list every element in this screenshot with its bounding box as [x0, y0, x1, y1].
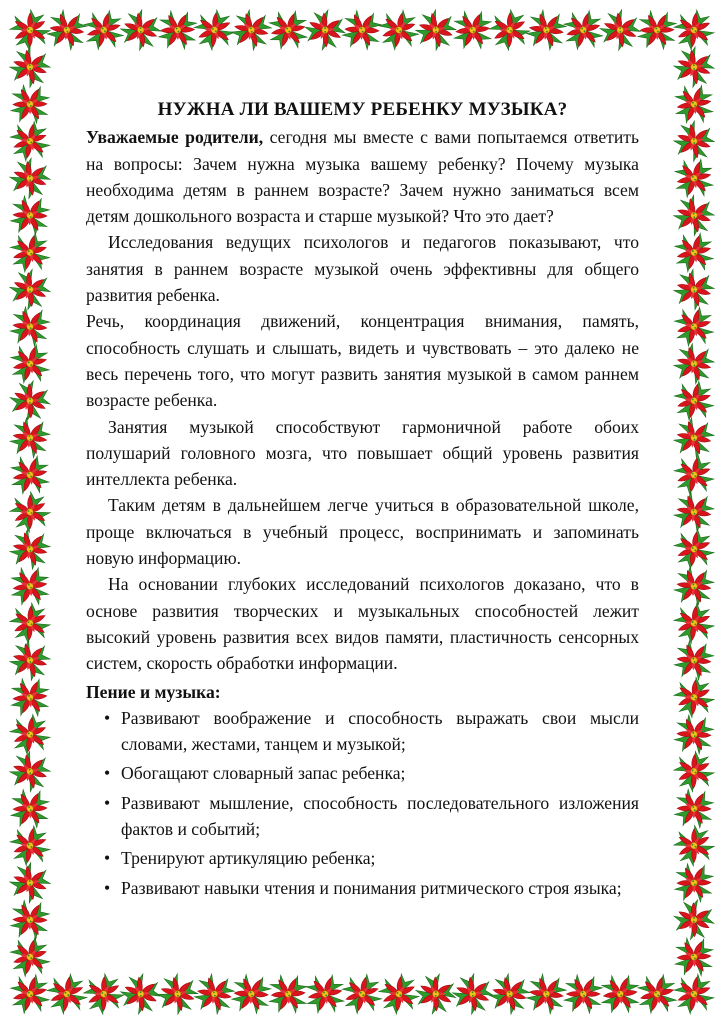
poinsettia-flower-icon: [79, 5, 128, 54]
list-item-text: Развивают навыки чтения и понимания ритмического строя языка;: [121, 877, 622, 898]
list-item-text: Развивают мышление, способность последовательного изложения фактов и событий;: [121, 792, 639, 840]
intro-text: сегодня мы вместе с вами попытаемся ответить на вопросы: Зачем нужна музыка вашему ребенку? Почему музыка необходима детям в раннем возрасте? Зачем нужно заниматься всем детям дошкольного возраста и старше музыкой? Что это дает?: [86, 127, 639, 227]
poinsettia-flower-icon: [1, 39, 58, 96]
poinsettia-flower-icon: [2, 150, 59, 207]
poinsettia-flower-icon: [594, 967, 647, 1020]
poinsettia-flower-icon: [223, 966, 279, 1022]
subheading: Пение и музыка:: [86, 681, 221, 702]
poinsettia-flower-icon: [444, 966, 501, 1023]
poinsettia-flower-icon: [5, 969, 55, 1019]
paragraph: Исследования ведущих психологов и педагогов показывают, что занятия в раннем возрасте музыкой очень эффективны для общего развития ребенка.: [86, 232, 639, 306]
poinsettia-flower-icon: [672, 601, 716, 645]
poinsettia-flower-icon: [665, 335, 722, 392]
poinsettia-flower-icon: [666, 707, 722, 763]
paragraph: Занятия музыкой способствуют гармоничной работе обоих полушарий головного мозга, что повышает общий уровень развития интеллекта ребенка.: [86, 416, 639, 490]
poinsettia-flower-icon: [673, 751, 715, 793]
intro-lead: Уважаемые родители,: [86, 127, 264, 148]
list-item: [86, 705, 639, 758]
poinsettia-flower-icon: [149, 965, 206, 1022]
list-item: [86, 875, 639, 901]
poinsettia-flower-icon: [4, 449, 55, 500]
poinsettia-flower-icon: [665, 113, 722, 170]
paragraph: Таким детям в дальнейшем легче учиться в образовательной школе, проще включаться в учебный процесс, воспринимать и запоминать новую информацию.: [86, 495, 639, 569]
poinsettia-flower-icon: [8, 712, 52, 756]
list-item: [86, 760, 639, 786]
poinsettia-flower-icon: [299, 968, 350, 1019]
poinsettia-flower-icon: [669, 302, 718, 351]
poinsettia-flower-icon: [192, 8, 236, 52]
poinsettia-flower-icon: [556, 966, 611, 1021]
poinsettia-flower-icon: [671, 526, 717, 572]
list-item-text: Тренируют артикуляцию ребенка;: [121, 848, 376, 869]
poinsettia-flower-icon: [10, 492, 50, 532]
poinsettia-flower-icon: [665, 409, 722, 466]
bullet-icon: •: [104, 792, 111, 813]
bullet-icon: •: [104, 763, 111, 784]
poinsettia-flower-icon: [670, 377, 718, 425]
poinsettia-flower-icon: [671, 451, 718, 498]
poinsettia-flower-icon: [666, 781, 722, 837]
poinsettia-flower-icon: [9, 602, 52, 645]
poinsettia-flower-icon: [6, 933, 54, 981]
poinsettia-flower-icon: [666, 855, 721, 910]
list-item-text: Развивают воображение и способность выражать свои мысли словами, жестами, танцем и музыкой;: [121, 707, 639, 755]
poinsettia-flower-icon: [2, 409, 59, 466]
bullet-icon: •: [104, 707, 111, 728]
poinsettia-flower-icon: [297, 2, 353, 58]
poinsettia-flower-icon: [261, 967, 315, 1021]
poinsettia-flower-icon: [1, 632, 58, 689]
poinsettia-flower-icon: [671, 971, 717, 1017]
poinsettia-flower-icon: [112, 2, 169, 59]
list-item: [86, 845, 639, 871]
poinsettia-flower-icon: [672, 676, 715, 719]
list-item: [86, 790, 639, 843]
poinsettia-flower-icon: [334, 2, 390, 58]
poinsettia-flower-icon: [1, 743, 58, 800]
poinsettia-flower-icon: [559, 5, 609, 55]
paragraph: На основании глубоких исследований психологов доказано, что в основе развития творческих и музыкальных способностей лежит высокий уровень развития всех видов памяти, пластичность сенсорных систем, скорость обработки информации.: [86, 574, 639, 674]
poinsettia-flower-icon: [667, 930, 721, 984]
poinsettia-flower-icon: [7, 118, 54, 165]
poinsettia-flower-icon: [666, 632, 722, 688]
poinsettia-flower-icon: [666, 39, 723, 96]
poinsettia-flower-icon: [262, 4, 313, 55]
poinsettia-flower-icon: [666, 892, 722, 948]
bullet-icon: •: [104, 848, 111, 869]
poinsettia-flower-icon: [338, 970, 386, 1018]
poinsettia-flower-icon: [672, 8, 716, 52]
page-title: НУЖНА ЛИ ВАШЕМУ РЕБЕНКУ МУЗЫКА?: [157, 99, 568, 120]
bullet-list: [86, 705, 639, 901]
list-item-text: Обогащают словарный запас ребенка;: [121, 763, 406, 784]
poinsettia-flower-icon: [4, 560, 57, 613]
poinsettia-flower-icon: [666, 558, 723, 615]
poinsettia-flower-icon: [44, 971, 90, 1017]
poinsettia-flower-icon: [377, 972, 421, 1016]
poinsettia-flower-icon: [666, 484, 723, 541]
poinsettia-flower-icon: [5, 339, 55, 389]
poinsettia-flower-icon: [407, 1, 464, 58]
poinsettia-flower-icon: [83, 973, 124, 1014]
poinsettia-flower-icon: [2, 373, 58, 429]
bullet-icon: •: [104, 877, 111, 898]
poinsettia-flower-icon: [39, 2, 96, 59]
poinsettia-flower-icon: [665, 187, 722, 244]
poinsettia-flower-icon: [2, 261, 59, 318]
poinsettia-flower-icon: [632, 969, 682, 1019]
poinsettia-flower-icon: [6, 228, 55, 277]
document-body: [86, 97, 639, 904]
poinsettia-flower-icon: [7, 823, 53, 869]
poinsettia-flower-icon: [518, 2, 575, 59]
poinsettia-flower-icon: [223, 1, 280, 58]
poinsettia-flower-icon: [3, 671, 57, 725]
intro-paragraph: [86, 124, 639, 229]
poinsettia-flower-icon: [1, 854, 58, 911]
paragraph: Речь, координация движений, концентрация внимания, память, способность слушать и слышать, видеть и чувствовать – это далеко не весь перечень того, что могут развить занятия музыкой в самом раннем возрасте ребенка.: [86, 311, 639, 411]
poinsettia-flower-icon: [665, 261, 722, 318]
poinsettia-flower-icon: [674, 825, 714, 865]
poinsettia-flower-icon: [592, 2, 649, 59]
poinsettia-flower-icon: [489, 9, 530, 50]
poinsettia-flower-icon: [10, 10, 50, 50]
